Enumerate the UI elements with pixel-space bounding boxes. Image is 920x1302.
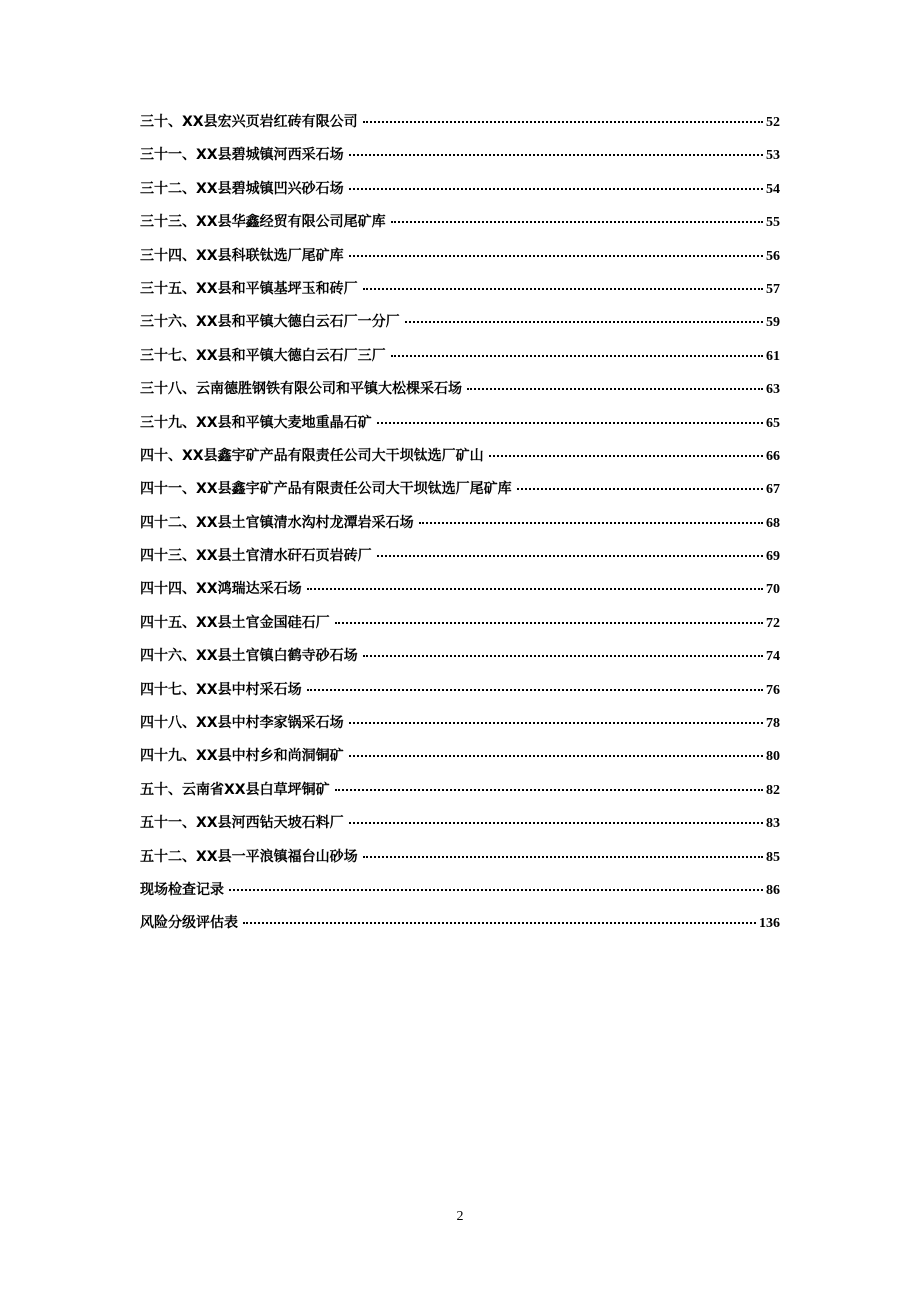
toc-entry-page: 74 [766,649,780,665]
toc-entry-page: 61 [766,348,780,364]
toc-entry-page: 76 [766,682,780,698]
toc-dot-leader [467,387,763,390]
toc-entry-title: 三十七、XX县和平镇大德白云石厂三厂 [140,347,386,364]
toc-dot-leader [349,153,763,156]
toc-entry-page: 65 [766,415,780,431]
toc-entry-title: 四十九、XX县中村乡和尚洞铜矿 [140,748,344,765]
toc-entry[interactable] [140,813,780,846]
page-number: 2 [456,1209,464,1224]
toc-dot-leader [419,521,763,524]
toc-entry[interactable] [140,479,780,512]
toc-entry[interactable] [140,780,780,813]
toc-entry-title: 三十四、XX县科联钛选厂尾矿库 [140,247,344,264]
toc-entry[interactable] [140,312,780,345]
toc-entry-title: 四十六、XX县土官镇白鹤寺砂石场 [140,648,358,665]
toc-entry-title: 三十一、XX县碧城镇河西采石场 [140,147,344,164]
toc-entry-page: 72 [766,615,780,631]
toc-dot-leader [517,487,763,490]
toc-dot-leader [405,320,763,323]
toc-dot-leader [377,554,763,557]
toc-entry[interactable] [140,579,780,612]
toc-entry[interactable] [140,212,780,245]
toc-dot-leader [335,788,763,791]
toc-dot-leader [391,220,763,223]
toc-entry[interactable] [140,446,780,479]
toc-dot-leader [377,421,763,424]
toc-dot-leader [363,287,763,290]
toc-entry-page: 136 [759,916,780,932]
toc-dot-leader [363,120,763,123]
toc-entry-page: 70 [766,582,780,598]
table-of-contents [140,112,780,947]
toc-dot-leader [307,688,763,691]
toc-entry-page: 53 [766,148,780,164]
toc-entry-title: 四十八、XX县中村李家锅采石场 [140,715,344,732]
toc-entry-page: 54 [766,181,780,197]
toc-entry[interactable] [140,145,780,178]
toc-entry-title: 四十五、XX县土官金国硅石厂 [140,614,330,631]
toc-entry[interactable] [140,413,780,446]
toc-entry-title: 五十、云南省XX县白草坪铜矿 [140,781,330,798]
toc-entry-page: 85 [766,849,780,865]
toc-entry[interactable] [140,646,780,679]
toc-entry-title: 五十一、XX县河西钻天坡石料厂 [140,815,344,832]
toc-entry-page: 80 [766,749,780,765]
toc-entry-title: 四十四、XX鸿瑞达采石场 [140,581,302,598]
toc-entry-title: 三十五、XX县和平镇基坪玉和砖厂 [140,280,358,297]
toc-entry[interactable] [140,613,780,646]
toc-entry-page: 67 [766,482,780,498]
toc-entry-title: 四十、XX县鑫宇矿产品有限责任公司大干坝钛选厂矿山 [140,447,484,464]
toc-entry-title: 四十二、XX县土官镇清水沟村龙潭岩采石场 [140,514,414,531]
toc-entry-title: 四十七、XX县中村采石场 [140,681,302,698]
toc-entry-title: 三十三、XX县华鑫经贸有限公司尾矿库 [140,214,386,231]
toc-entry-title: 现场检查记录 [140,881,224,898]
toc-entry-page: 63 [766,382,780,398]
toc-dot-leader [349,754,763,757]
toc-entry[interactable] [140,913,780,946]
toc-entry-page: 52 [766,115,780,130]
toc-entry-title: 三十九、XX县和平镇大麦地重晶石矿 [140,414,372,431]
toc-dot-leader [349,721,763,724]
toc-entry-title: 三十六、XX县和平镇大德白云石厂一分厂 [140,314,400,331]
toc-entry[interactable] [140,246,780,279]
toc-entry-title: 三十八、云南德胜钢铁有限公司和平镇大松棵采石场 [140,381,462,398]
toc-entry[interactable] [140,680,780,713]
toc-dot-leader [243,921,756,924]
toc-entry[interactable] [140,279,780,312]
toc-entry[interactable] [140,346,780,379]
toc-entry-page: 57 [766,281,780,297]
toc-entry[interactable] [140,880,780,913]
toc-entry-page: 86 [766,882,780,898]
toc-entry-page: 56 [766,248,780,264]
toc-entry[interactable] [140,379,780,412]
toc-entry-page: 82 [766,782,780,798]
toc-dot-leader [363,654,763,657]
toc-entry-title: 三十、XX县宏兴页岩红砖有限公司 [140,114,358,130]
toc-dot-leader [229,888,763,891]
toc-entry[interactable] [140,847,780,880]
toc-dot-leader [349,254,763,257]
toc-entry-title: 五十二、XX县一平浪镇福台山砂场 [140,848,358,865]
toc-entry-page: 78 [766,716,780,732]
toc-entry[interactable] [140,112,780,145]
toc-dot-leader [349,187,763,190]
toc-entry-page: 66 [766,448,780,464]
toc-entry[interactable] [140,546,780,579]
toc-entry-title: 三十二、XX县碧城镇凹兴砂石场 [140,180,344,197]
toc-entry-title: 四十一、XX县鑫宇矿产品有限责任公司大干坝钛选厂尾矿库 [140,481,512,498]
toc-entry-page: 55 [766,215,780,231]
toc-entry-page: 83 [766,816,780,832]
toc-entry-title: 四十三、XX县土官清水矸石页岩砖厂 [140,548,372,565]
toc-dot-leader [391,354,763,357]
toc-entry[interactable] [140,513,780,546]
toc-dot-leader [489,454,763,457]
toc-entry[interactable] [140,179,780,212]
toc-entry[interactable] [140,746,780,779]
toc-dot-leader [349,821,763,824]
toc-dot-leader [363,855,763,858]
toc-entry-page: 68 [766,515,780,531]
toc-entry-title: 风险分级评估表 [140,915,238,932]
toc-entry[interactable] [140,713,780,746]
toc-entry-page: 69 [766,549,780,565]
toc-dot-leader [335,621,763,624]
toc-entry-page: 59 [766,315,780,331]
toc-dot-leader [307,587,763,590]
